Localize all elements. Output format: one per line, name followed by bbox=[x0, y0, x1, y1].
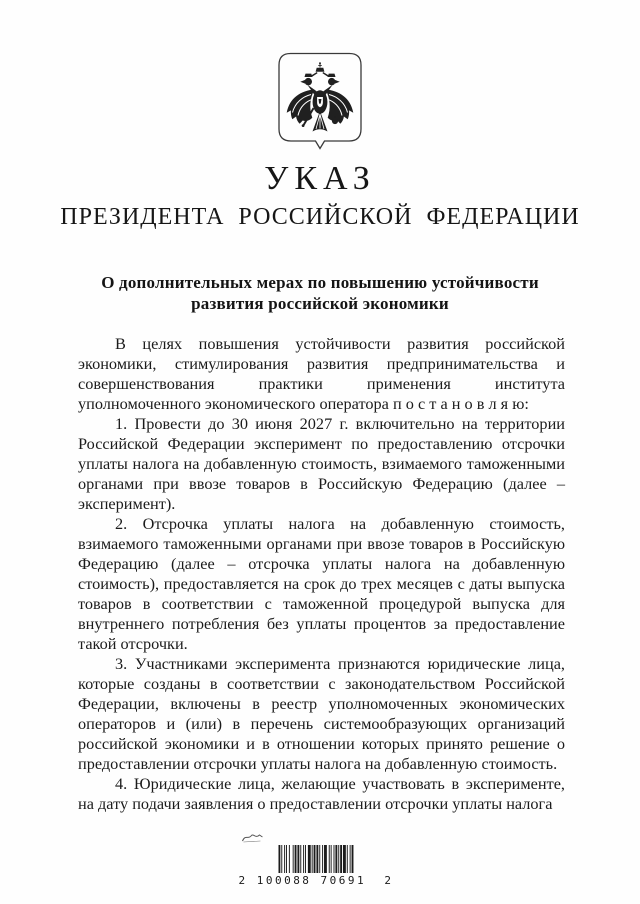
decree-body-text bbox=[78, 334, 565, 814]
barcode-block bbox=[238, 832, 393, 887]
decree-paragraph: 2. Отсрочка уплаты налога на добавленную стоимость, взимаемого таможенными органами при ввозе товаров в Российскую Федерацию (далее – отсрочка уплаты налога на добавленную стоимость), предоставляется на срок до трех месяцев с даты выпуска товаров в соответствии с таможенной процедурой выпуска для внутреннего потребления без уплаты процентов за предоставление такой отсрочки. bbox=[78, 514, 565, 653]
barcode-icon bbox=[279, 845, 354, 873]
barcode-digits: 2 100088 70691 2 bbox=[238, 874, 394, 887]
decree-type-title: УКАЗ bbox=[264, 160, 376, 197]
decree-paragraph: 3. Участниками эксперимента признаются юридические лица, которые созданы в соответствии с законодательством Российской Федерации, включены в реестр уполномоченных экономических операторов и (или) в перечень системообразующих организаций российской экономики и в отношении которых принято решение о предоставлении отсрочки уплаты налога на добавленную стоимость. bbox=[78, 654, 565, 773]
decree-paragraph: 1. Провести до 30 июня 2027 г. включительно на территории Российской Федерации эксперимент по предоставлению отсрочки уплаты налога на добавленную стоимость, взимаемого таможенными органами при ввозе товаров в Российскую Федерацию (далее – эксперимент). bbox=[78, 414, 565, 513]
coat-of-arms-icon bbox=[278, 52, 363, 152]
decree-paragraph: 4. Юридические лица, желающие участвовать в эксперименте, на дату подачи заявления о предоставлении отсрочки уплаты налога bbox=[78, 774, 565, 813]
issuer-title: ПРЕЗИДЕНТА РОССИЙСКОЙ ФЕДЕРАЦИИ bbox=[60, 204, 580, 230]
coat-of-arms-russia-icon bbox=[278, 52, 363, 152]
decree-paragraph: В целях повышения устойчивости развития российской экономики, стимулирования развития предпринимательства и совершенствования практики применения института уполномоченного экономического оператора п о с т а н о в л я ю: bbox=[78, 334, 565, 413]
stamp-squiggle-icon bbox=[240, 832, 264, 843]
decree-subject-heading: О дополнительных мерах по повышению устойчивости развития российской экономики bbox=[101, 273, 539, 313]
